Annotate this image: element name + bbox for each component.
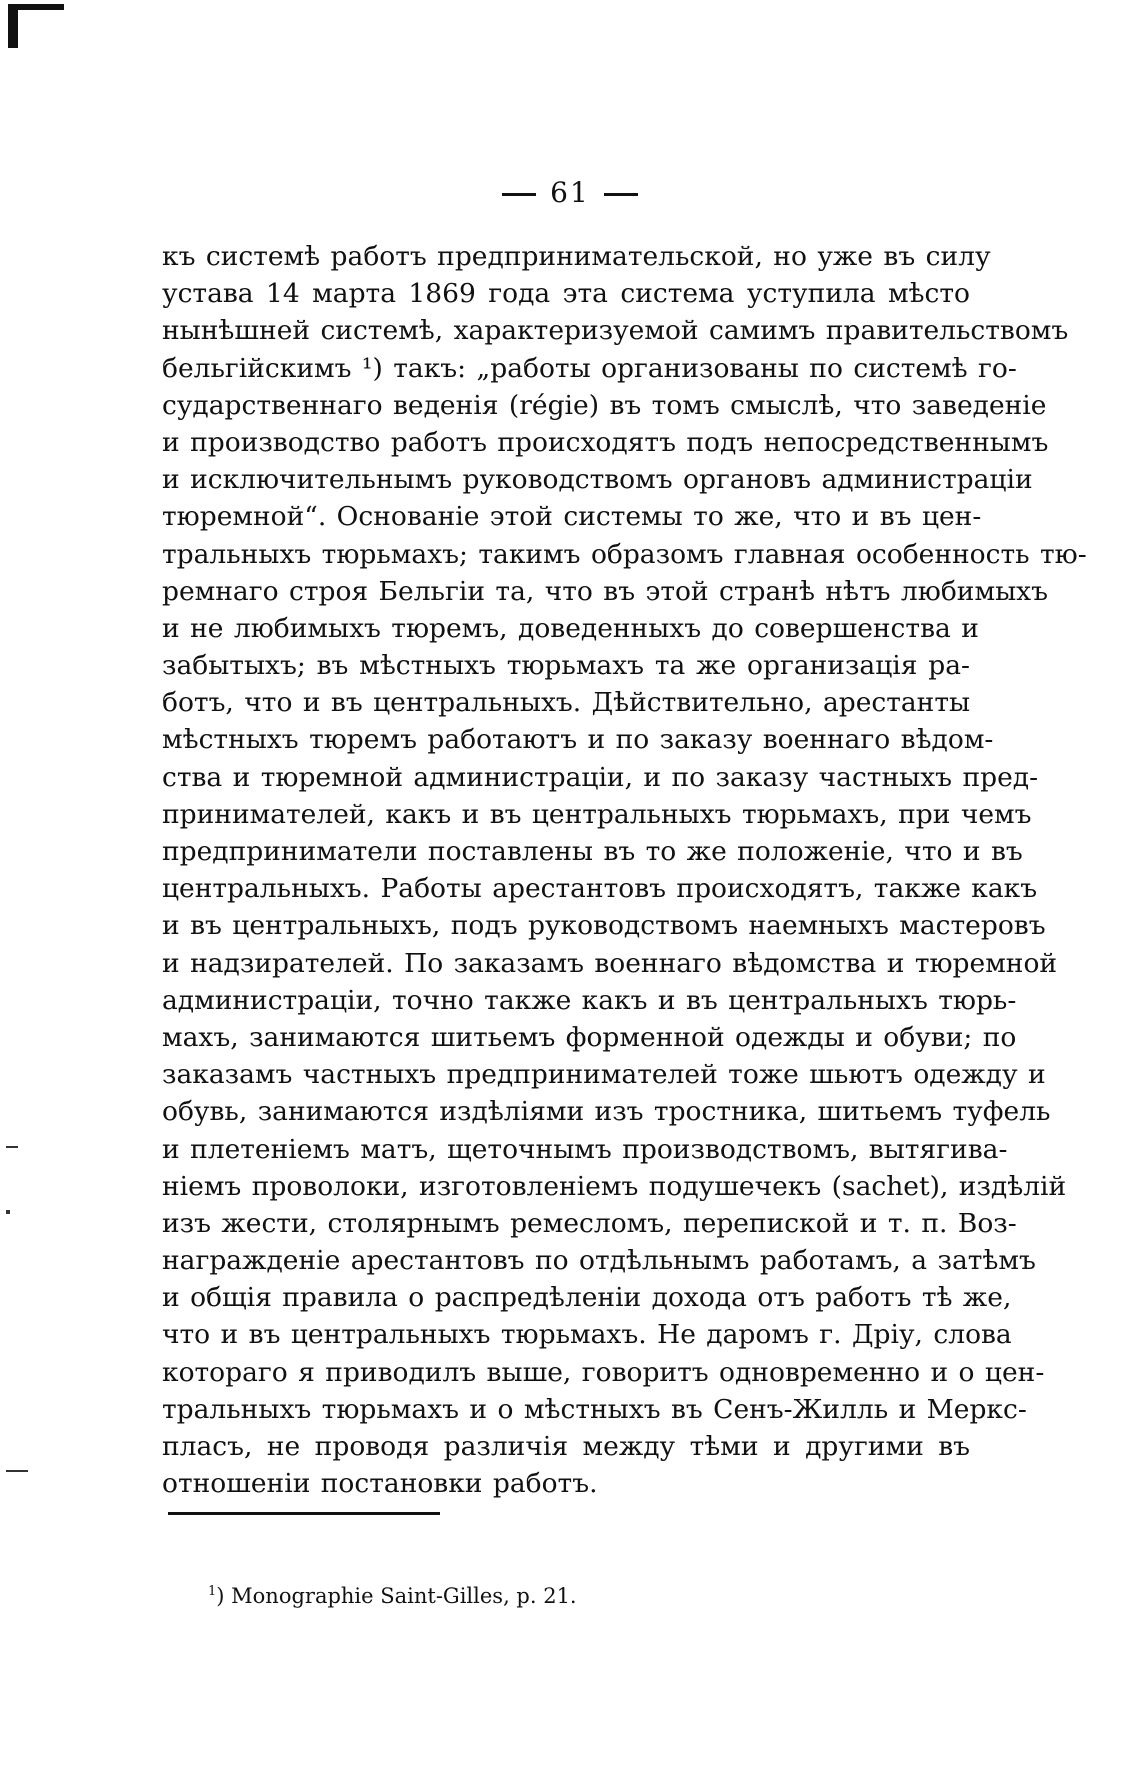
text-line-last: отношеніи постановки работъ. [162,1468,598,1500]
text-line: ніемъ проволоки, изготовленіемъ подушечекъ (sachet), издѣлій [162,1170,1067,1202]
text-line: бельгійскимъ ¹) такъ: „работы организованы по системѣ го- [162,352,1017,384]
text-line: махъ, занимаются шитьемъ форменной одежды и обуви; по [162,1021,1017,1053]
text-line: и не любимыхъ тюремъ, доведенныхъ до совершенства и [162,612,979,644]
page-number-dash-left [502,193,536,196]
text-line: мѣстныхъ тюремъ работаютъ и по заказу военнаго вѣдом- [162,724,994,756]
footnote [208,1584,577,1608]
text-line: тральныхъ тюрьмахъ; такимъ образомъ главная особенность тю- [162,538,1087,570]
text-line: принимателей, какъ и въ центральныхъ тюрьмахъ, при чемъ [162,798,1032,830]
text-line: къ системѣ работъ предпринимательской, но уже въ силу [162,241,991,272]
text-line: забытыхъ; въ мѣстныхъ тюрьмахъ та же организація ра- [162,650,970,682]
footnote-text: ) Monographie Saint-Gilles, p. 21. [216,1584,577,1608]
footnote-marker: 1 [208,1584,217,1599]
text-line: и производство работъ происходятъ подъ непосредственнымъ [162,426,1049,458]
text-line: тюремной“. Основаніе этой системы то же, что и въ цен- [162,501,982,533]
page-number: 61 [550,176,590,209]
text-line: и въ центральныхъ, подъ руководствомъ наемныхъ мастеровъ [162,910,1046,942]
text-line: изъ жести, столярнымъ ремесломъ, перепиской и т. п. Воз- [162,1207,1017,1239]
footnote-divider [168,1512,440,1515]
text-line: и надзирателей. По заказамъ военнаго вѣдомства и тюремной [162,947,1058,979]
text-line: что и въ центральныхъ тюрьмахъ. Не даромъ г. Дріу, слова [162,1319,1012,1351]
text-line: администраціи, точно также какъ и въ центральныхъ тюрь- [162,984,1017,1016]
text-line: и исключительнымъ руководствомъ органовъ администраціи [162,464,1033,496]
text-line: и плетеніемъ матъ, щеточнымъ производствомъ, вытягива- [162,1133,1008,1165]
text-line: обувь, занимаются издѣліями изъ тростника, шитьемъ туфель [162,1096,1051,1128]
text-line: нынѣшней системѣ, характеризуемой самимъ правительствомъ [162,315,1069,347]
scan-edge-tick [6,1146,18,1148]
text-line: ства и тюремной администраціи, и по заказу частныхъ пред- [162,761,1039,793]
text-line: ботъ, что и въ центральныхъ. Дѣйствительно, арестанты [162,687,971,719]
page-number-dash-right [604,193,638,196]
text-line: и общія правила о распредѣленіи дохода отъ работъ тѣ же, [162,1282,1012,1314]
text-line: сударственнаго веденія (régie) въ томъ смыслѣ, что заведеніе [162,389,1047,421]
text-line: заказамъ частныхъ предпринимателей тоже шьютъ одежду и [162,1059,1046,1091]
scan-edge-tick [6,1470,28,1472]
text-line: ремнаго строя Бельгіи та, что въ этой странѣ нѣтъ любимыхъ [162,575,1048,607]
scan-edge-dot [6,1210,10,1214]
scan-edge-mark [8,4,18,48]
body-text [162,238,1087,1502]
text-line: пласъ, не проводя различія между тѣми и другими въ [162,1431,970,1462]
text-line: тральныхъ тюрьмахъ и о мѣстныхъ въ Сенъ-Жилль и Меркс- [162,1393,1027,1425]
page-number-header [0,176,1140,209]
text-line: устава 14 марта 1869 года эта система уступила мѣсто [162,278,970,310]
text-line: награжденіе арестантовъ по отдѣльнымъ работамъ, а затѣмъ [162,1245,1036,1277]
text-line: предприниматели поставлены въ то же положеніе, что и въ [162,836,1023,867]
text-line: центральныхъ. Работы арестантовъ происходятъ, также какъ [162,873,1038,905]
text-line: котораго я приводилъ выше, говоритъ одновременно и о цен- [162,1356,1045,1388]
